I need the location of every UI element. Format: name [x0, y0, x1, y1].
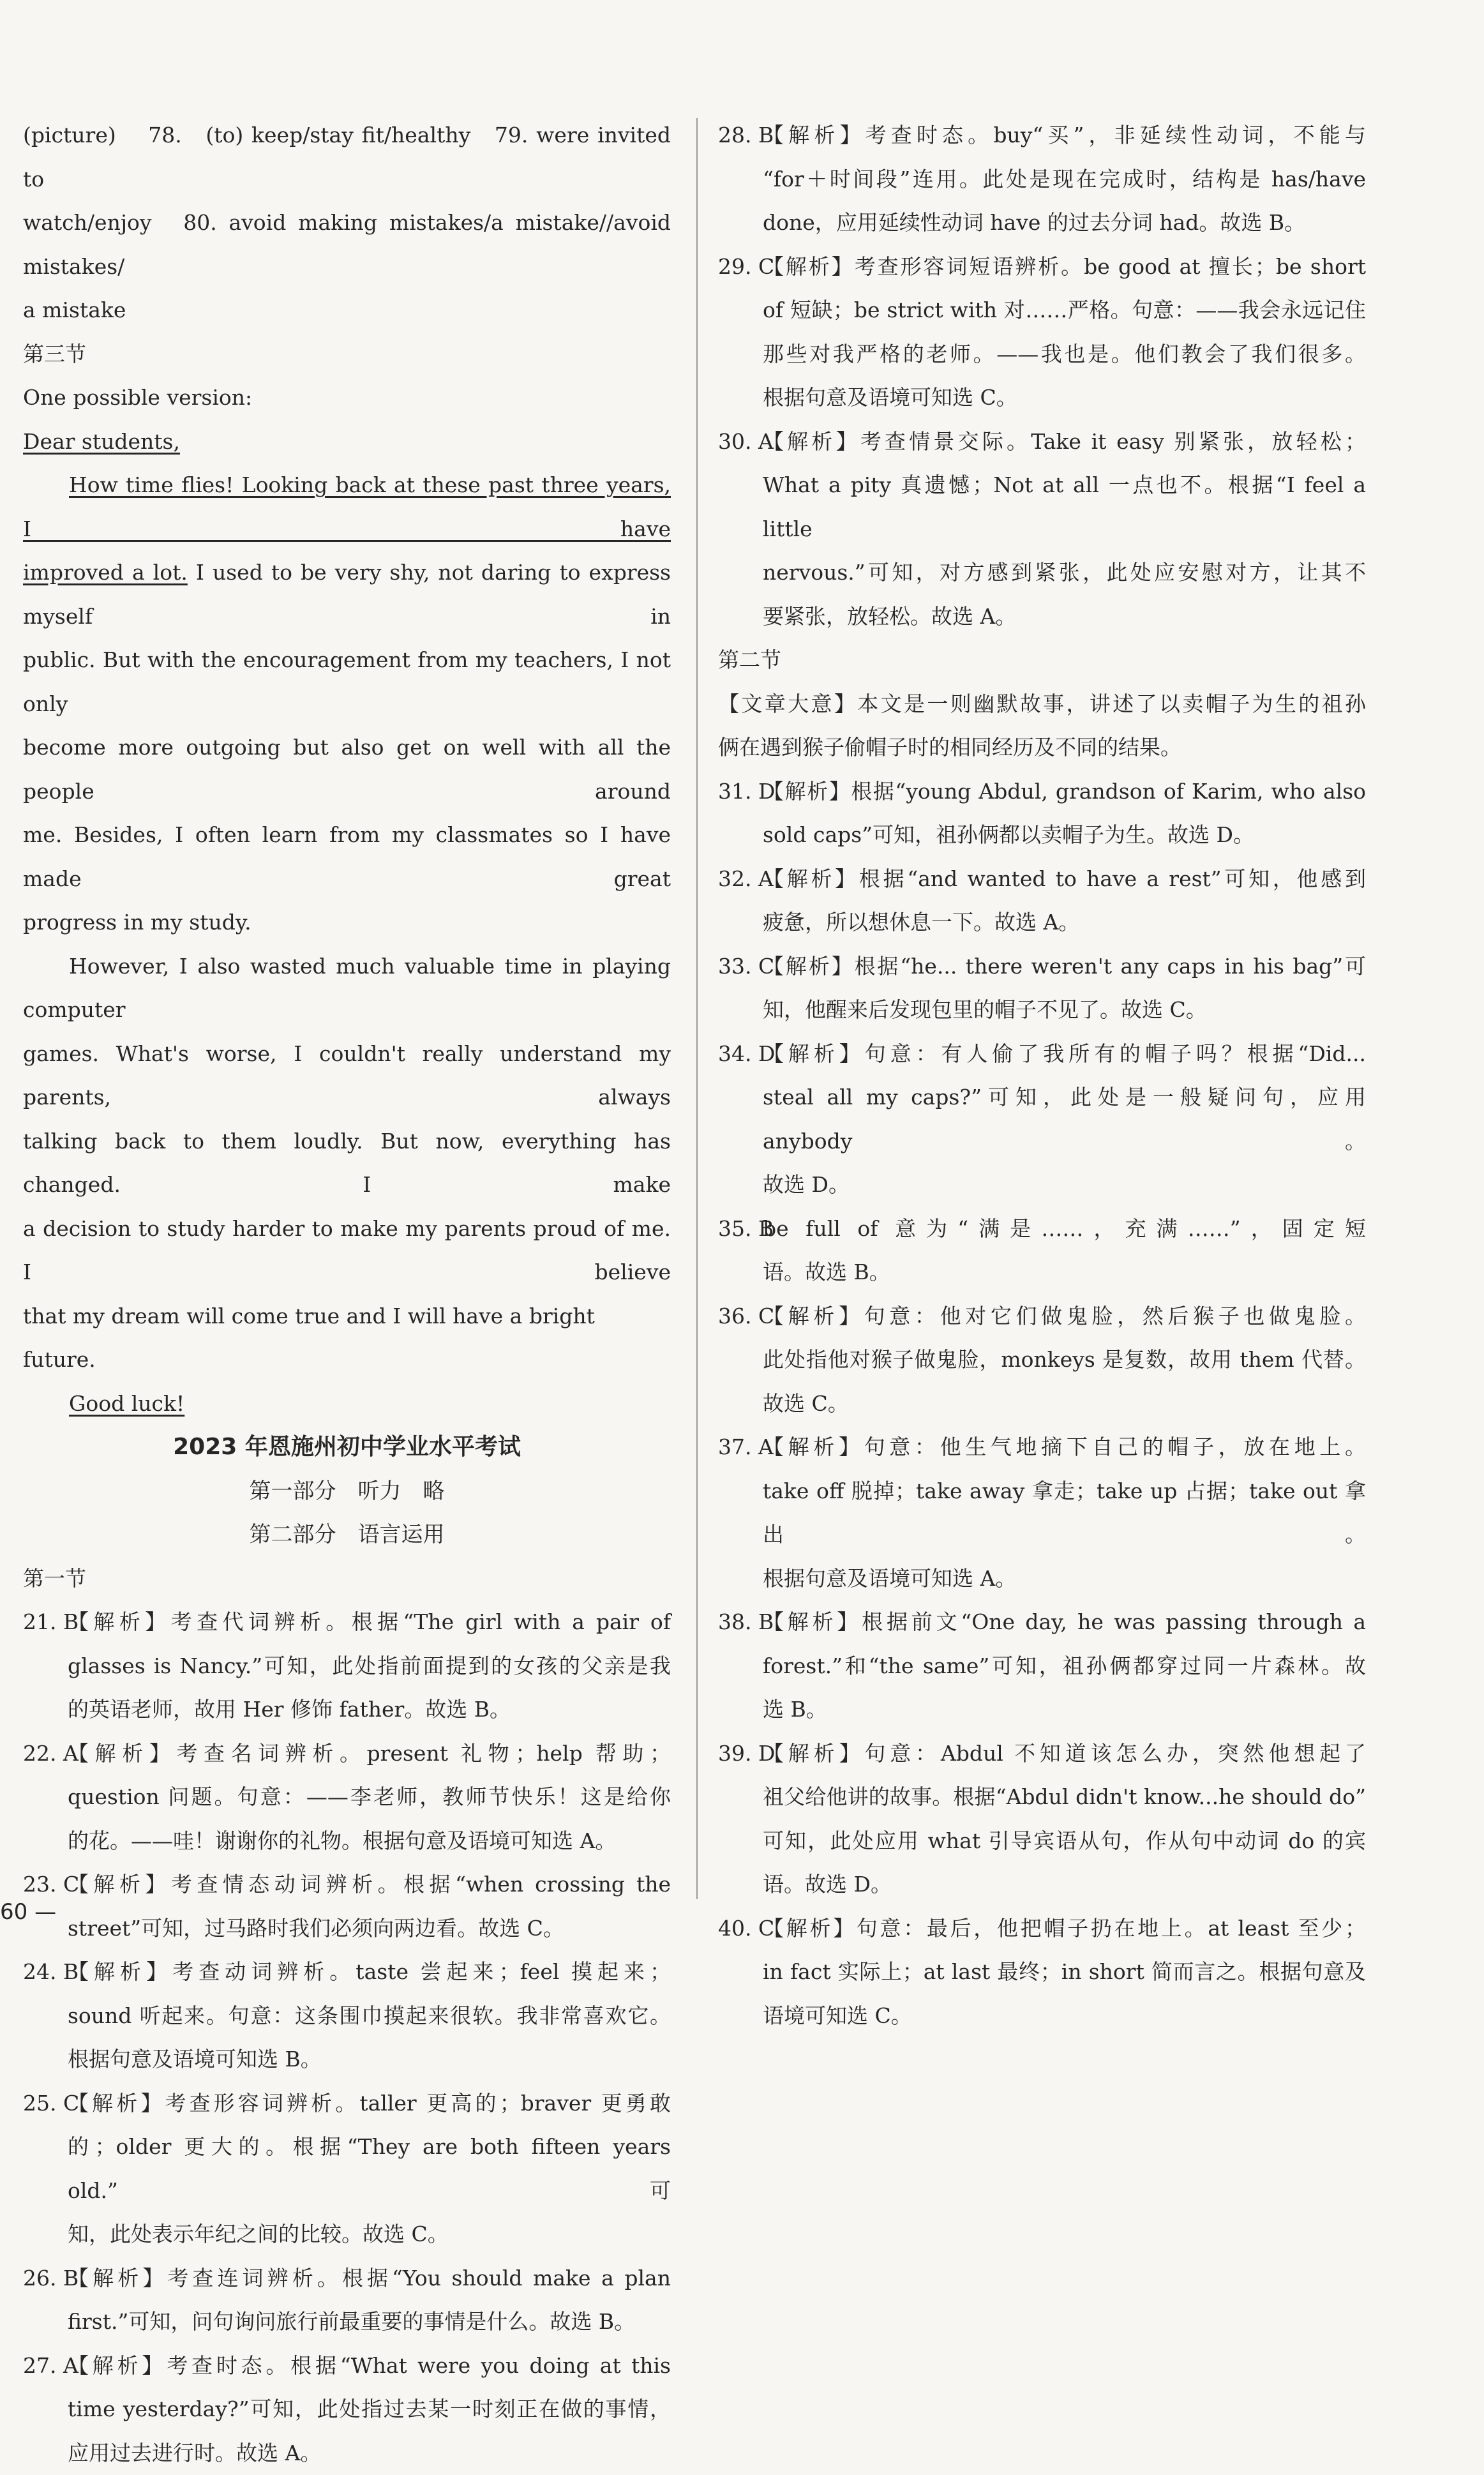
- explanation-line: steal all my caps?”可知，此处是一般疑问句，应用 anybody。: [763, 1076, 1366, 1163]
- answer-explanation: [68, 1732, 671, 1863]
- essay-paragraph-1: [23, 463, 671, 945]
- answer-item: [23, 1600, 671, 1732]
- intro-line: One possible version:: [23, 376, 671, 420]
- answer-number: 22. A: [23, 1732, 68, 1863]
- text-line: a mistake: [23, 289, 671, 333]
- answer-explanation: [68, 2082, 671, 2257]
- answer-number: 29. C: [718, 245, 763, 420]
- explanation-line: 知，此处表示年纪之间的比较。故选 C。: [68, 2213, 671, 2257]
- text-line: become more outgoing but also get on well with all the people around: [23, 726, 671, 813]
- answer-list: [23, 1600, 671, 2475]
- answer-explanation: [763, 1207, 1366, 1295]
- part-1-heading: 第一部分 听力 略: [23, 1470, 671, 1514]
- explanation-line: 应用过去进行时。故选 A。: [68, 2432, 671, 2475]
- answer-number: 23. C: [23, 1863, 68, 1950]
- explanation-line: 的英语老师，故用 Her 修饰 father。故选 B。: [68, 1688, 671, 1732]
- explanation-line: take off 脱掉；take away 拿走；take up 占据；take out 拿出。: [763, 1470, 1366, 1557]
- answer-item: [718, 114, 1366, 245]
- underlined-text: improved a lot.: [23, 560, 188, 585]
- section-label: 第一节: [23, 1557, 671, 1601]
- answer-list: [718, 114, 1366, 638]
- explanation-line: 【解析】考查形容词短语辨析。be good at 擅长；be short: [763, 245, 1366, 289]
- explanation-line: time yesterday?”可知，此处指过去某一时刻正在做的事情，: [68, 2388, 671, 2432]
- explanation-line: 【解析】句意：Abdul 不知道该怎么办，突然他想起了: [763, 1732, 1366, 1776]
- answer-item: [718, 945, 1366, 1032]
- closing: [23, 1382, 671, 1426]
- answer-number: 25. C: [23, 2082, 68, 2257]
- explanation-line: 【解析】考查动词辨析。taste 尝起来；feel 摸起来；: [68, 1950, 671, 1994]
- explanation-line: 【解析】考查名词辨析。present 礼物；help 帮助；: [68, 1732, 671, 1776]
- answer-list: [718, 770, 1366, 2038]
- explanation-line: What a pity 真遗憾；Not at all 一点也不。根据“I feel a little: [763, 463, 1366, 551]
- answer-number: 34. D: [718, 1032, 763, 1207]
- explanation-line: sold caps”可知，祖孙俩都以卖帽子为生。故选 D。: [763, 813, 1366, 857]
- text-line: 俩在遇到猴子偷帽子时的相同经历及不同的结果。: [718, 726, 1366, 770]
- answer-number: 37. A: [718, 1426, 763, 1600]
- explanation-line: 【解析】根据前文“One day, he was passing through a: [763, 1600, 1366, 1644]
- explanation-line: in fact 实际上；at last 最终；in short 简而言之。根据句意及: [763, 1950, 1366, 1994]
- answer-explanation: [763, 1732, 1366, 1907]
- explanation-line: 语境可知选 C。: [763, 1994, 1366, 2038]
- answer-item: [23, 2257, 671, 2344]
- answer-number: 36. C: [718, 1295, 763, 1426]
- exam-title: 2023 年恩施州初中学业水平考试: [23, 1426, 671, 1470]
- section-label: 第三节: [23, 333, 671, 377]
- answer-number: 24. B: [23, 1950, 68, 2082]
- answer-explanation: [68, 1863, 671, 1950]
- text-line: talking back to them loudly. But now, everything has changed. I make: [23, 1120, 671, 1207]
- explanation-line: 此处指他对猴子做鬼脸，monkeys 是复数，故用 them 代替。: [763, 1338, 1366, 1382]
- answer-item: [23, 1732, 671, 1863]
- answer-number: 32. A: [718, 857, 763, 945]
- explanation-line: nervous.”可知，对方感到紧张，此处应安慰对方，让其不: [763, 551, 1366, 595]
- answer-number: 28. B: [718, 114, 763, 245]
- answer-explanation: [763, 1907, 1366, 2038]
- explanation-line: 根据句意及语境可知选 C。: [763, 376, 1366, 420]
- answer-explanation: [68, 1600, 671, 1732]
- explanation-line: “for＋时间段”连用。此处是现在完成时，结构是 has/have: [763, 158, 1366, 202]
- text-line: that my dream will come true and I will have a bright future.: [23, 1295, 671, 1382]
- text-line: public. But with the encouragement from my teachers, I not only: [23, 638, 671, 726]
- explanation-line: sound 听起来。句意：这条围巾摸起来很软。我非常喜欢它。: [68, 1994, 671, 2038]
- answer-item: [718, 857, 1366, 945]
- explanation-line: 【解析】考查代词辨析。根据“The girl with a pair of: [68, 1600, 671, 1644]
- answer-item: [718, 245, 1366, 420]
- salutation: [23, 420, 671, 464]
- answer-number: 30. A: [718, 420, 763, 639]
- answer-explanation: [763, 1426, 1366, 1600]
- salutation-text: Dear students,: [23, 429, 180, 454]
- text-line: watch/enjoy 80. avoid making mistakes/a mistake//avoid mistakes/: [23, 201, 671, 289]
- explanation-line: 可知，此处应用 what 引导宾语从句，作从句中动词 do 的宾: [763, 1819, 1366, 1863]
- answer-item: [718, 770, 1366, 857]
- answer-number: 35. B: [718, 1207, 763, 1295]
- explanation-line: 祖父给他讲的故事。根据“Abdul didn't know...he should do”: [763, 1775, 1366, 1819]
- explanation-line: 知，他醒来后发现包里的帽子不见了。故选 C。: [763, 988, 1366, 1032]
- answer-explanation: [763, 945, 1366, 1032]
- explanation-line: 要紧张，放轻松。故选 A。: [763, 595, 1366, 639]
- explanation-line: 【解析】考查时态。根据“What were you doing at this: [68, 2344, 671, 2388]
- answer-number: 38. B: [718, 1600, 763, 1732]
- explanation-line: 【解析】句意：有人偷了我所有的帽子吗？根据“Did...: [763, 1032, 1366, 1076]
- answer-explanation: [763, 420, 1366, 639]
- section-label: 第二节: [718, 638, 1366, 682]
- column-divider: [696, 118, 698, 1899]
- closing-text: Good luck!: [69, 1391, 184, 1416]
- answer-explanation: [763, 857, 1366, 945]
- text-fragment: I used to be very shy, not daring to express myself in: [23, 560, 671, 629]
- explanation-line: 那些对我严格的老师。——我也是。他们教会了我们很多。: [763, 333, 1366, 377]
- explanation-line: 【解析】句意：最后，他把帽子扔在地上。at least 至少；: [763, 1907, 1366, 1951]
- answer-item: [718, 1032, 1366, 1207]
- article-summary: [718, 682, 1366, 770]
- text-line: games. What's worse, I couldn't really understand my parents, always: [23, 1032, 671, 1120]
- essay-paragraph-2: [23, 945, 671, 1382]
- explanation-line: 【解析】考查时态。buy“买”，非延续性动词，不能与: [763, 114, 1366, 158]
- top-lines: [23, 114, 671, 333]
- answer-item: [718, 1732, 1366, 1907]
- explanation-line: 故选 D。: [763, 1163, 1366, 1207]
- text-line: [23, 463, 671, 551]
- answer-number: 26. B: [23, 2257, 68, 2344]
- explanation-line: 的；older 更大的。根据“They are both fifteen years old.”可: [68, 2125, 671, 2213]
- explanation-line: 故选 C。: [763, 1382, 1366, 1426]
- explanation-line: done，应用延续性动词 have 的过去分词 had。故选 B。: [763, 201, 1366, 245]
- answer-item: [718, 1207, 1366, 1295]
- answer-number: 33. C: [718, 945, 763, 1032]
- answer-item: [718, 420, 1366, 639]
- answer-item: [718, 1426, 1366, 1600]
- explanation-line: of 短缺；be strict with 对……严格。句意：——我会永远记住: [763, 289, 1366, 333]
- explanation-line: 根据句意及语境可知选 A。: [763, 1557, 1366, 1601]
- answer-number: 31. D: [718, 770, 763, 857]
- explanation-line: 【解析】考查情景交际。Take it easy 别紧张，放轻松；: [763, 420, 1366, 464]
- answer-item: [23, 1863, 671, 1950]
- explanation-line: street”可知，过马路时我们必须向两边看。故选 C。: [68, 1907, 671, 1951]
- answer-explanation: [763, 114, 1366, 245]
- underlined-text: How time flies! Looking back at these past three years, I have: [23, 472, 671, 541]
- explanation-line: 【解析】句意：他生气地摘下自己的帽子，放在地上。: [763, 1426, 1366, 1470]
- text-line: However, I also wasted much valuable time in playing computer: [23, 945, 671, 1032]
- answer-explanation: [68, 2257, 671, 2344]
- explanation-line: 根据句意及语境可知选 B。: [68, 2038, 671, 2082]
- explanation-line: 疲惫，所以想休息一下。故选 A。: [763, 901, 1366, 945]
- answer-explanation: [763, 1295, 1366, 1426]
- text-line: me. Besides, I often learn from my classmates so I have made great: [23, 813, 671, 901]
- explanation-line: 【解析】考查情态动词辨析。根据“when crossing the: [68, 1863, 671, 1907]
- answer-item: [718, 1295, 1366, 1426]
- explanation-line: 【解析】句意：他对它们做鬼脸，然后猴子也做鬼脸。: [763, 1295, 1366, 1339]
- right-column: [718, 114, 1366, 2038]
- answer-number: 21. B: [23, 1600, 68, 1732]
- part-2-heading: 第二部分 语言运用: [23, 1513, 671, 1557]
- explanation-line: 的花。——哇！谢谢你的礼物。根据句意及语境可知选 A。: [68, 1819, 671, 1863]
- left-column: [23, 114, 671, 2475]
- page-number: 60 —: [0, 1899, 56, 1925]
- explanation-line: glasses is Nancy.”可知，此处指前面提到的女孩的父亲是我: [68, 1644, 671, 1689]
- explanation-line: first.”可知，问句询问旅行前最重要的事情是什么。故选 B。: [68, 2300, 671, 2344]
- answer-explanation: [763, 1600, 1366, 1732]
- text-line: [23, 551, 671, 638]
- explanation-line: 语。故选 D。: [763, 1863, 1366, 1907]
- answer-number: 27. A: [23, 2344, 68, 2475]
- explanation-line: question 问题。句意：——李老师，教师节快乐！这是给你: [68, 1775, 671, 1819]
- answer-item: [23, 1950, 671, 2082]
- explanation-line: 【解析】考查形容词辨析。taller 更高的；braver 更勇敢: [68, 2082, 671, 2126]
- explanation-line: be full of 意为“满是……，充满……”，固定短: [763, 1207, 1366, 1251]
- answer-explanation: [763, 245, 1366, 420]
- text-line: progress in my study.: [23, 901, 671, 945]
- explanation-line: 【解析】根据“he... there weren't any caps in his bag”可: [763, 945, 1366, 989]
- answer-explanation: [68, 1950, 671, 2082]
- answer-explanation: [68, 2344, 671, 2475]
- answer-number: 40. C: [718, 1907, 763, 2038]
- explanation-line: 【解析】根据“young Abdul, grandson of Karim, who also: [763, 770, 1366, 814]
- explanation-line: forest.”和“the same”可知，祖孙俩都穿过同一片森林。故: [763, 1644, 1366, 1689]
- answer-item: [718, 1907, 1366, 2038]
- answer-explanation: [763, 1032, 1366, 1207]
- text-line: 【文章大意】本文是一则幽默故事，讲述了以卖帽子为生的祖孙: [718, 682, 1366, 726]
- answer-number: 39. D: [718, 1732, 763, 1907]
- answer-item: [23, 2082, 671, 2257]
- text-line: (picture) 78. (to) keep/stay fit/healthy 79. were invited to: [23, 114, 671, 201]
- answer-item: [23, 2344, 671, 2475]
- explanation-line: 语。故选 B。: [763, 1251, 1366, 1295]
- answer-item: [718, 1600, 1366, 1732]
- answer-explanation: [763, 770, 1366, 857]
- explanation-line: 【解析】根据“and wanted to have a rest”可知，他感到: [763, 857, 1366, 901]
- explanation-line: 【解析】考查连词辨析。根据“You should make a plan: [68, 2257, 671, 2301]
- explanation-line: 选 B。: [763, 1688, 1366, 1732]
- text-line: a decision to study harder to make my parents proud of me. I believe: [23, 1207, 671, 1295]
